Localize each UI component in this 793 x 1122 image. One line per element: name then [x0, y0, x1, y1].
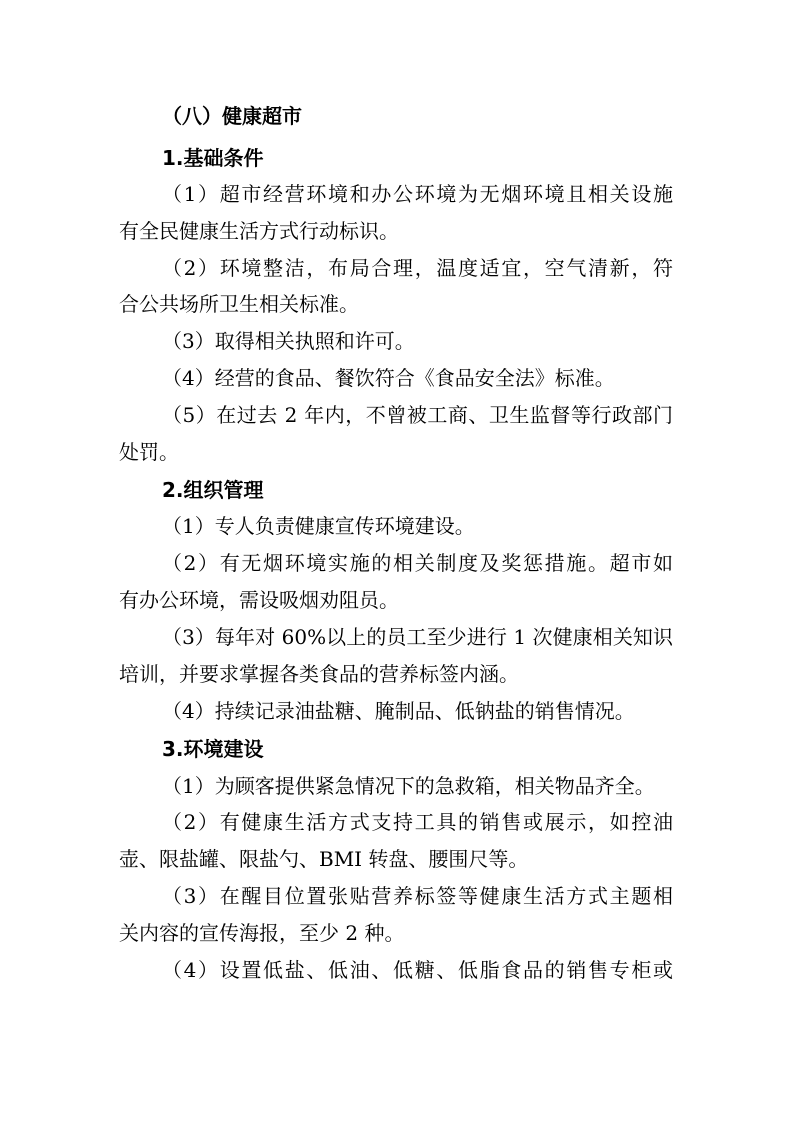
paragraph-line: 培训，并要求掌握各类食品的营养标签内涵。 [119, 662, 519, 686]
paragraph-line: 合公共场所卫生相关标准。 [119, 292, 359, 316]
paragraph-line: （4）持续记录油盐糖、腌制品、低钠盐的销售情况。 [162, 699, 635, 723]
paragraph-line: 关内容的宣传海报，至少 2 种。 [119, 921, 405, 945]
paragraph-line: （1）专人负责健康宣传环境建设。 [162, 514, 475, 538]
paragraph-line: （2）环境整洁，布局合理，温度适宜，空气清新，符 [162, 256, 673, 280]
paragraph-line: 有全民健康生活方式行动标识。 [119, 219, 399, 243]
paragraph-line: （1）超市经营环境和办公环境为无烟环境且相关设施 [162, 182, 673, 206]
section-title-organization-management: 2.组织管理 [162, 478, 264, 502]
paragraph-line: （5）在过去 2 年内，不曾被工商、卫生监督等行政部门 [162, 403, 673, 427]
page-heading: （八）健康超市 [162, 104, 302, 128]
paragraph-line: （4）设置低盐、低油、低糖、低脂食品的销售专柜或 [162, 958, 673, 982]
paragraph-line: （3）取得相关执照和许可。 [162, 329, 415, 353]
section-title-environment-construction: 3.环境建设 [162, 737, 264, 761]
paragraph-line: （3）每年对 60%以上的员工至少进行 1 次健康相关知识 [162, 625, 673, 649]
paragraph-line: （2）有无烟环境实施的相关制度及奖惩措施。超市如 [162, 551, 673, 575]
paragraph-line: （2）有健康生活方式支持工具的销售或展示，如控油 [162, 810, 673, 834]
paragraph-line: 有办公环境，需设吸烟劝阻员。 [119, 588, 399, 612]
paragraph-line: （4）经营的食品、餐饮符合《食品安全法》标准。 [162, 366, 615, 390]
paragraph-line: 处罚。 [119, 440, 179, 464]
section-title-basic-conditions: 1.基础条件 [162, 146, 264, 170]
paragraph-line: （1）为顾客提供紧急情况下的急救箱，相关物品齐全。 [162, 774, 655, 798]
paragraph-line: 壶、限盐罐、限盐勺、BMI 转盘、腰围尺等。 [119, 847, 529, 871]
paragraph-line: （3）在醒目位置张贴营养标签等健康生活方式主题相 [162, 884, 673, 908]
